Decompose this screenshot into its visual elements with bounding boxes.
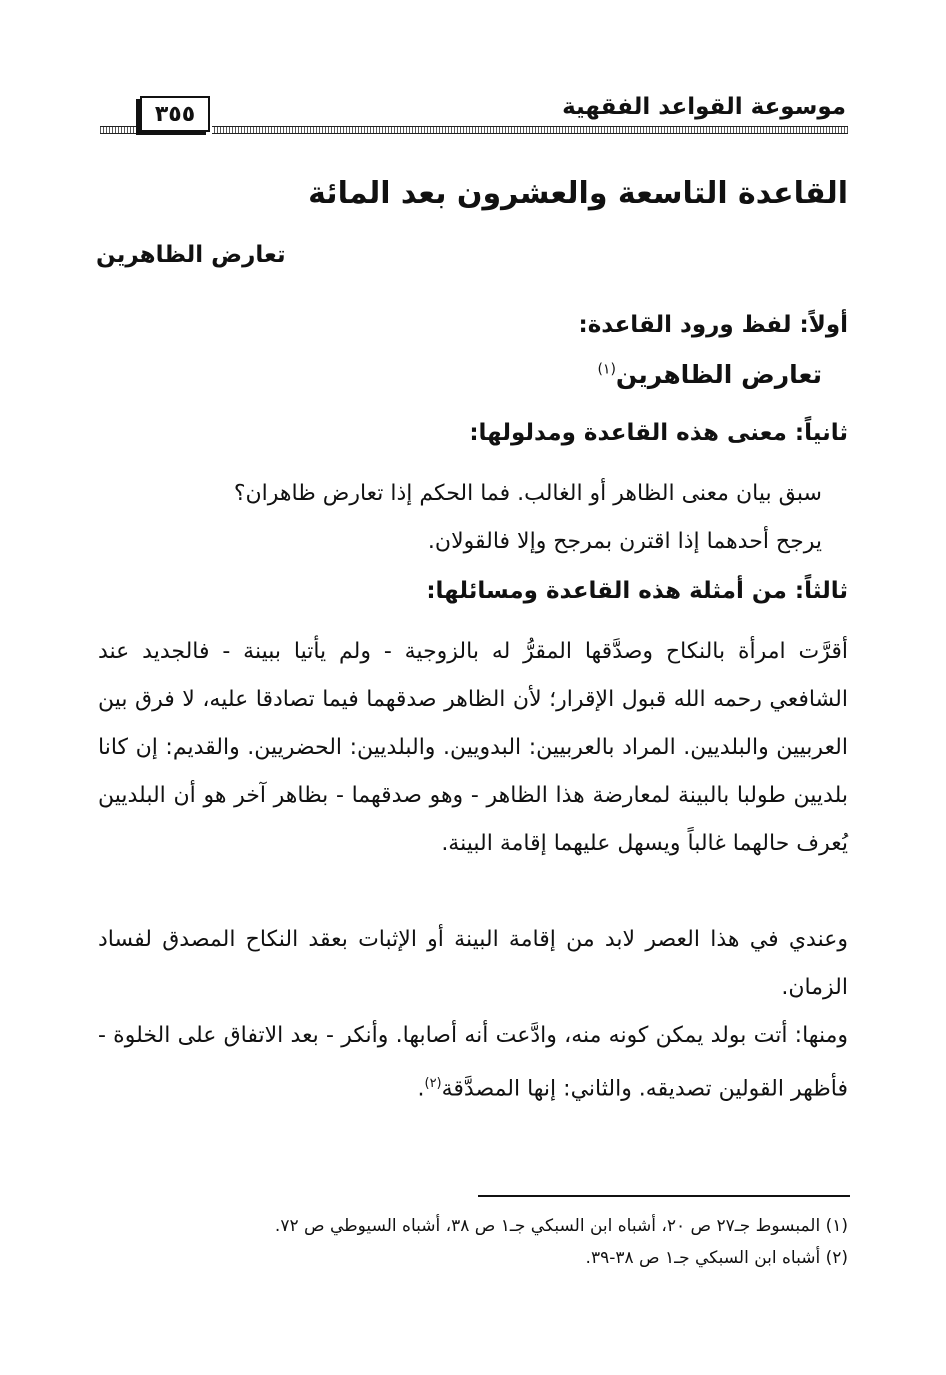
footnote-ref-2: (٢) [424,1076,442,1091]
page-number: ٣٥٥ [140,96,210,132]
rule-subtitle: تعارض الظاهرين [96,242,286,268]
footnote-separator [478,1195,850,1197]
header-rule [100,126,848,134]
running-title: موسوعة القواعد الفقهية [562,94,846,120]
example-paragraph-3 [98,1012,848,1113]
section-heading-wording: أولاً: لفظ ورود القاعدة: [578,312,848,338]
rule-wording-text: تعارض الظاهرين [615,360,822,389]
footnote-2: (٢) أشباه ابن السبكي جـ١ ص ٣٨-٣٩. [585,1248,848,1268]
rule-wording [597,360,822,389]
page-header [100,92,848,136]
footnote-ref-1: (١) [597,361,616,378]
meaning-line-2: يرجح أحدهما إذا اقترن بمرجح وإلا فالقولان. [427,529,822,554]
meaning-line-1: سبق بيان معنى الظاهر أو الغالب. فما الحكم إذا تعارض ظاهران؟ [233,481,822,506]
footnote-1: (١) المبسوط جـ٢٧ ص ٢٠، أشباه ابن السبكي جـ١ ص ٣٨، أشباه السيوطي ص ٧٢. [274,1216,848,1236]
rule-title: القاعدة التاسعة والعشرون بعد المائة [308,176,848,211]
meaning-text [132,470,822,566]
footnotes [275,1210,848,1274]
section-heading-meaning: ثانياً: معنى هذه القاعدة ومدلولها: [469,420,848,446]
example-paragraph-3-text: ومنها: أتت بولد يمكن كونه منه، وادَّعت أنه أصابها. وأنكر - بعد الاتفاق على الخلوة - فأظهر القولين تصديقه. والثاني: إنها المصدَّقة [98,1023,848,1102]
section-heading-examples: ثالثاً: من أمثلة هذه القاعدة ومسائلها: [426,578,848,604]
example-paragraph-2: وعندي في هذا العصر لابد من إقامة البينة أو الإثبات بعقد النكاح المصدق لفساد الزمان. [98,927,848,1000]
example-paragraph-3-end: . [417,1076,425,1102]
example-paragraph-1: أقرَّت امرأة بالنكاح وصدَّقها المقرُّ له بالزوجية - ولم يأتيا ببينة - فالجديد عند الشافعي رحمه الله قبول الإقرار؛ لأن الظاهر صدقهما فيما تصادقا عليه، لا فرق بين العربيين والبلديين. المراد بالعربيين: البدويين. والبلديين: الحضريين. والقديم: إن كانا بلديين طولبا بالبينة لمعارضة هذا الظاهر - وهو صدقهما - بظاهر آخر هو أن البلديين يُعرف حالهما غالباً ويسهل عليهما إقامة البينة. [98,639,848,856]
